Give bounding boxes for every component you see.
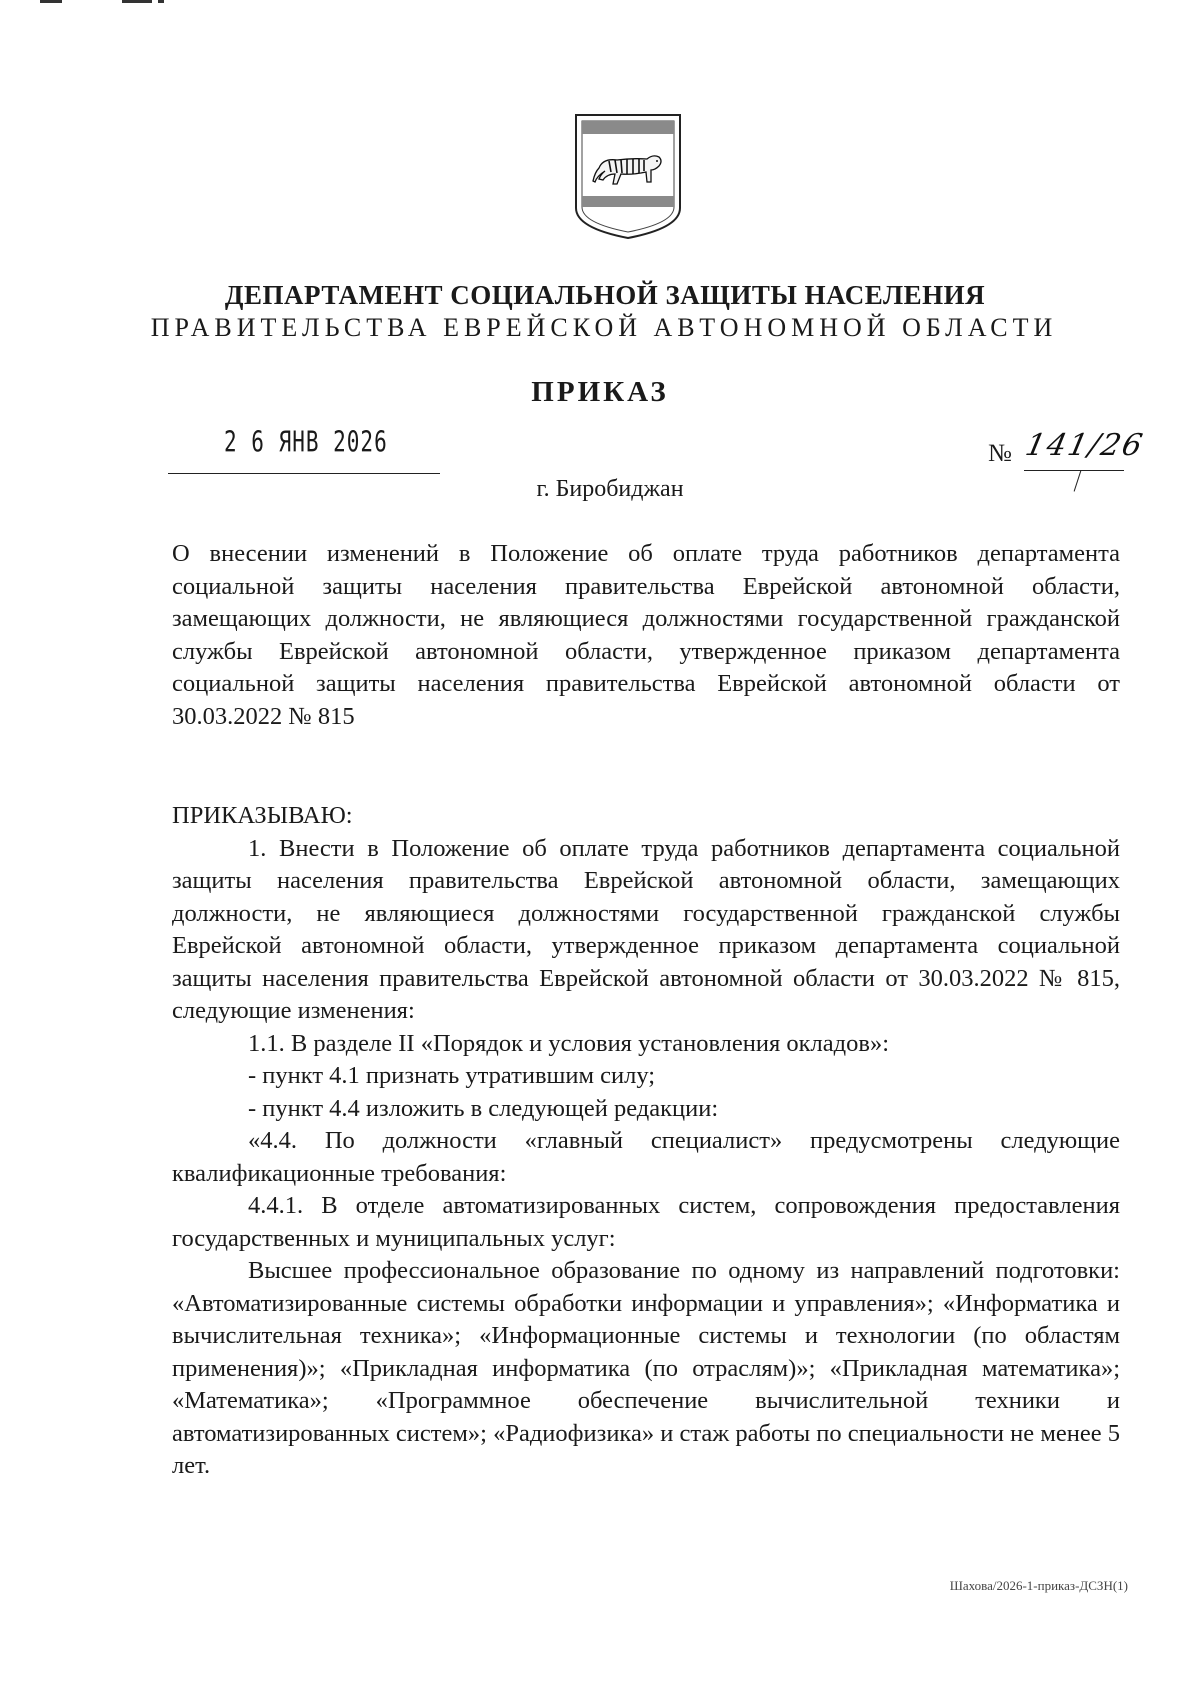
document-footer-reference: Шахова/2026-1-приказ-ДСЗН(1) [949, 1578, 1128, 1593]
government-name: ПРАВИТЕЛЬСТВА ЕВРЕЙСКОЙ АВТОНОМНОЙ ОБЛАСТИ [150, 313, 1058, 342]
body-paragraph: Высшее профессиональное образование по одному из направлений подготовки: «Автоматизированные системы обработки информации и управления»; «Информатика и вычислительная техника»; «Информационные системы и технологии (по областям применения)»; «Прикладная информатика (по отраслям)»; «Прикладная математика»; «Математика»; «Программное обеспечение вычислительной техники и автоматизированных систем»; «Радиофизика» и стаж работы по специальности не менее 5 лет. [172, 1257, 1120, 1479]
order-date-stamp: 2 6 ЯНВ 2026 [224, 426, 388, 459]
order-body [172, 800, 1120, 1483]
body-paragraph: «4.4. По должности «главный специалист» предусмотрены следующие квалификационные требования: [172, 1127, 1120, 1187]
city-name: г. Биробиджан [536, 476, 684, 502]
date-underline [168, 473, 440, 474]
tiger-coat-of-arms-icon [573, 112, 683, 240]
document-title: ПРИКАЗ [531, 376, 669, 408]
body-paragraph: 1.1. В разделе II «Порядок и условия установления окладов»: [248, 1029, 889, 1057]
body-paragraph: 1. Внести в Положение об оплате труда работников департамента социальной защиты населения правительства Еврейской автономной области, замещающих должности, не являющиеся должностями государственной гражданской службы Еврейской автономной области, утвержденное приказом департамента социальной защиты населения правительства Еврейской автономной области от 30.03.2022 № 815, следующие изменения: [172, 834, 1120, 1024]
number-underline [1024, 470, 1124, 471]
body-paragraph: - пункт 4.4 изложить в следующей редакции: [248, 1094, 719, 1122]
body-paragraph: 4.4.1. В отделе автоматизированных систем, сопровождения предоставления государственных и муниципальных услуг: [172, 1192, 1120, 1252]
scan-edge-marks [40, 0, 190, 4]
subject-text: О внесении изменений в Положение об оплате труда работников департамента социальной защиты населения правительства Еврейской автономной области, замещающих должности, не являющиеся должностями государственной гражданской службы Еврейской автономной области, утвержденное приказом департамента социальной защиты населения правительства Еврейской автономной области от 30.03.2022 № 815 [172, 540, 1120, 730]
order-number-handwritten: 141/26 [1022, 428, 1148, 463]
body-paragraph: - пункт 4.1 признать утратившим силу; [248, 1062, 656, 1089]
order-subject [172, 538, 1120, 733]
decree-word: ПРИКАЗЫВАЮ: [172, 802, 353, 829]
order-number-label: № [988, 440, 1012, 467]
department-header [0, 278, 1200, 344]
department-name: ДЕПАРТАМЕНТ СОЦИАЛЬНОЙ ЗАЩИТЫ НАСЕЛЕНИЯ [224, 280, 986, 310]
